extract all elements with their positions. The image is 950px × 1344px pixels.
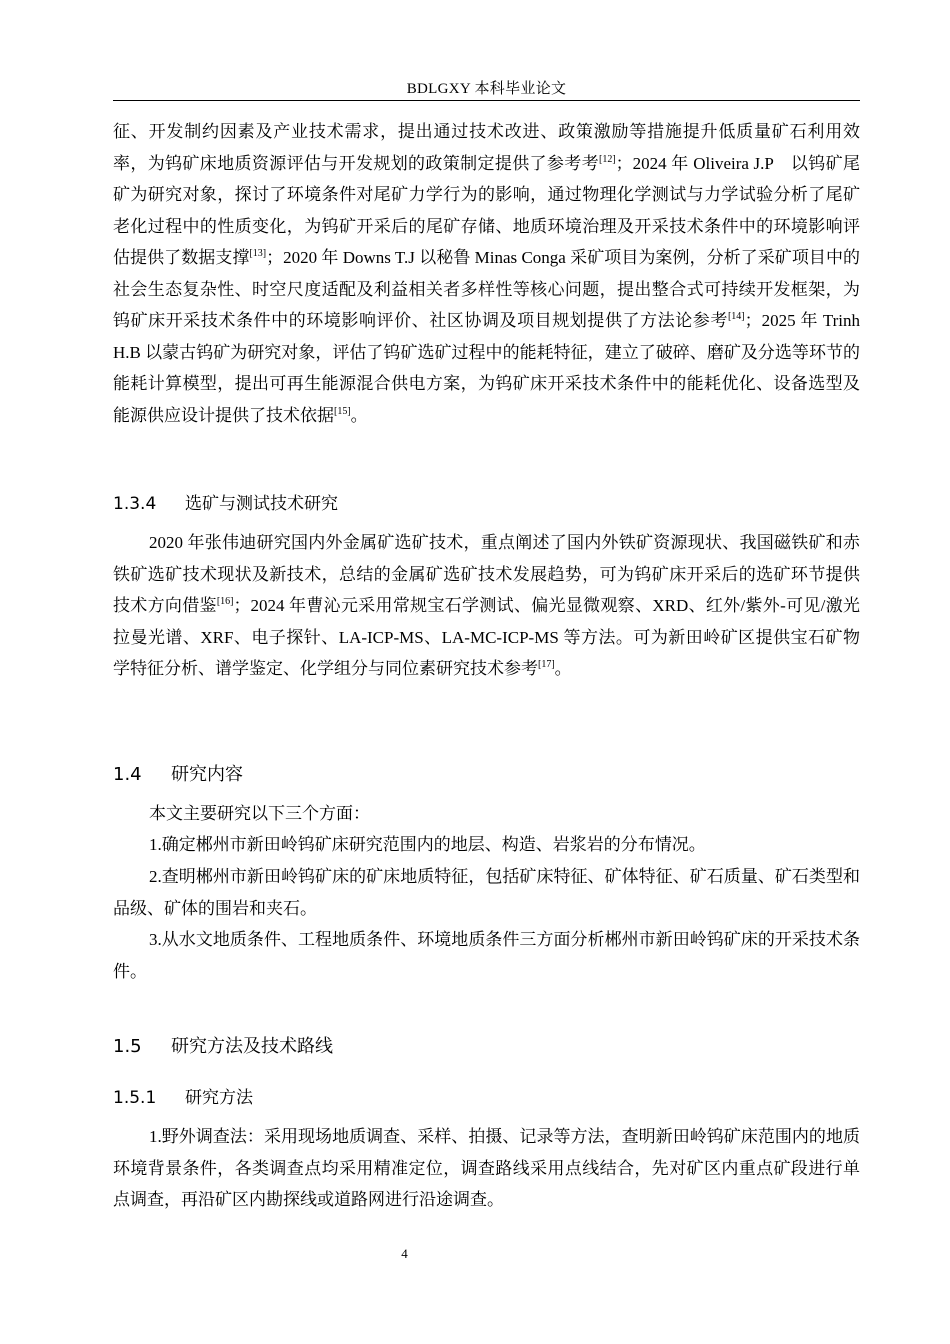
- section-number: 1.3.4: [113, 494, 157, 514]
- citation-ref: [17]: [538, 659, 555, 670]
- citation-ref: [16]: [216, 596, 234, 607]
- section-number: 1.5: [113, 1036, 142, 1057]
- section-number: 1.5.1: [113, 1088, 157, 1108]
- section-title: 研究内容: [171, 764, 243, 785]
- section-heading-1-4: [113, 760, 243, 786]
- body-paragraph-2: [113, 527, 860, 685]
- citation-ref: [13]: [249, 248, 267, 259]
- content-intro: 本文主要研究以下三个方面：: [149, 804, 370, 823]
- section-heading-1-5-1: [113, 1083, 253, 1108]
- page-number: 4: [401, 1246, 408, 1261]
- citation-ref: [14]: [727, 311, 745, 322]
- section-heading-1-5: [113, 1032, 333, 1058]
- method-item-1: 1.野外调查法：采用现场地质调查、采样、拍摄、记录等方法，查明新田岭钨矿床范围内的地质环境背景条件，各类调查点均采用精准定位，调查路线采用点线结合，先对矿区内重点矿段进行单点调查，再沿矿区内勘探线或道路网进行沿途调查。: [113, 1127, 860, 1209]
- paragraph-text: ；2024 年曹沁元采用常规宝石学测试、偏光显微观察、XRD、红外/紫外-可见/激光拉曼光谱、XRF、电子探针、LA-ICP-MS、LA-MC-ICP-MS 等方法。可为新田岭矿区提供宝石矿物学特征分析、谱学鉴定、化学组分与同位素研究技术参考: [113, 596, 860, 678]
- citation-ref: [12]: [598, 153, 616, 165]
- section-title: 研究方法及技术路线: [171, 1036, 333, 1057]
- paragraph-text: 征、开发制约因素及产业技术需求，提出通过技术改进、政策激励等措施提升低质量矿石利用效率，为钨矿床地质资源评估与开发规划的政策制定提供了参考考: [113, 122, 860, 173]
- content-item-2: 2.查明郴州市新田岭钨矿床的矿床地质特征，包括矿床特征、矿体特征、矿石质量、矿石类型和品级、矿体的围岩和夹石。: [113, 867, 860, 918]
- paragraph-text: 。: [554, 659, 572, 678]
- paragraph-text: ；2024 年 Oliveira J.P 以钨矿尾矿为研究对象，探讨了环境条件对尾矿力学行为的影响，通过物理化学测试与力学试验分析了尾矿老化过程中的性质变化，为钨矿开采后的尾矿存储、地质环境治理及开采技术条件中的环境影响评估提供了数据支撑: [113, 153, 861, 267]
- section-heading-1-3-4: [113, 489, 338, 514]
- section-title: 研究方法: [185, 1088, 253, 1108]
- content-item-1: 1.确定郴州市新田岭钨矿床研究范围内的地层、构造、岩浆岩的分布情况。: [149, 835, 706, 854]
- section-title: 选矿与测试技术研究: [185, 494, 338, 514]
- paragraph-text: 2020 年张伟迪研究国内外金属矿选矿技术，重点阐述了国内外铁矿资源现状、我国磁铁矿和赤铁矿选矿技术现状及新技术，总结的金属矿选矿技术发展趋势，可为钨矿床开采后的选矿环节提供技术方向借鉴: [113, 533, 860, 615]
- citation-ref: [15]: [334, 405, 351, 417]
- running-header: BDLGXY 本科毕业论文: [406, 81, 567, 97]
- section-number: 1.4: [113, 764, 142, 785]
- paragraph-text: ；2025 年 Trinh H.B 以蒙古钨矿为研究对象，评估了钨矿选矿过程中的能耗特征，建立了破碎、磨矿及分选等环节的能耗计算模型，提出可再生能源混合供电方案，为钨矿床开采技术条件中的能耗优化、设备选型及能源供应设计提供了技术依据: [113, 311, 861, 425]
- content-item-3: 3.从水文地质条件、工程地质条件、环境地质条件三方面分析郴州市新田岭钨矿床的开采技术条件。: [113, 930, 860, 981]
- paragraph-text: ；2020 年 Downs T.J 以秘鲁 Minas Conga 采矿项目为案例，分析了采矿项目中的社会生态复杂性、时空尺度适配及利益相关者多样性等核心问题，提出整合式可持续开发框架，为钨矿床开采技术条件中的环境影响评价、社区协调及项目规划提供了方法论参考: [113, 248, 860, 330]
- header-divider: [113, 100, 860, 101]
- body-paragraph-1: [113, 116, 860, 431]
- paragraph-text: 。: [350, 405, 368, 425]
